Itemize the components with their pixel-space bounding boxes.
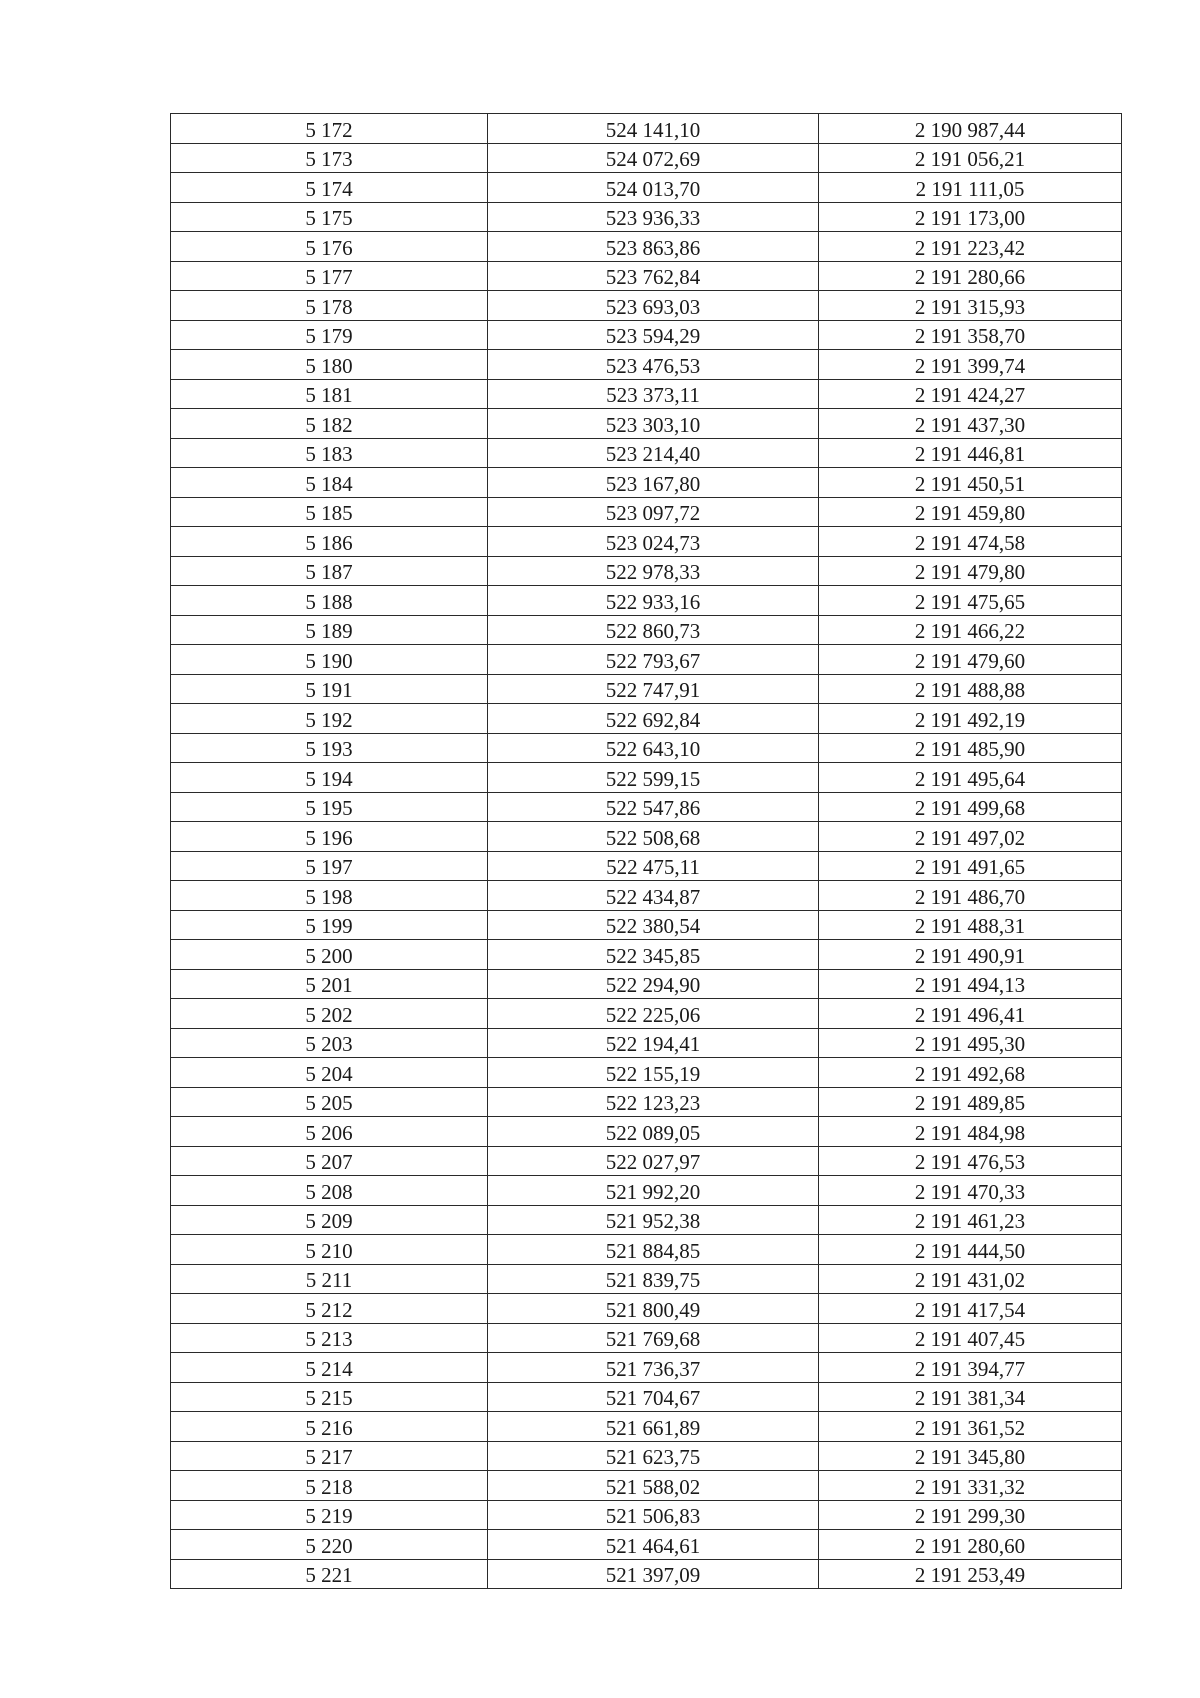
table-row [171,1058,1122,1088]
x-coordinate-cell: 523 594,29 [488,320,819,350]
point-number-cell: 5 212 [171,1294,488,1324]
point-number-cell: 5 174 [171,173,488,203]
x-coordinate-cell: 522 508,68 [488,822,819,852]
point-number-cell: 5 192 [171,704,488,734]
table-row [171,1382,1122,1412]
y-coordinate-cell: 2 191 470,33 [819,1176,1122,1206]
x-coordinate-cell: 523 024,73 [488,527,819,557]
table-row [171,940,1122,970]
x-coordinate-cell: 523 936,33 [488,202,819,232]
point-number-cell: 5 188 [171,586,488,616]
point-number-cell: 5 182 [171,409,488,439]
x-coordinate-cell: 522 978,33 [488,556,819,586]
table-row [171,1176,1122,1206]
table-row [171,1441,1122,1471]
y-coordinate-cell: 2 191 424,27 [819,379,1122,409]
y-coordinate-cell: 2 191 253,49 [819,1559,1122,1589]
table-row [171,468,1122,498]
point-number-cell: 5 194 [171,763,488,793]
table-row [171,409,1122,439]
y-coordinate-cell: 2 191 479,80 [819,556,1122,586]
x-coordinate-cell: 521 884,85 [488,1235,819,1265]
point-number-cell: 5 197 [171,851,488,881]
x-coordinate-cell: 522 692,84 [488,704,819,734]
x-coordinate-cell: 522 475,11 [488,851,819,881]
point-number-cell: 5 198 [171,881,488,911]
point-number-cell: 5 204 [171,1058,488,1088]
y-coordinate-cell: 2 191 315,93 [819,291,1122,321]
point-number-cell: 5 179 [171,320,488,350]
point-number-cell: 5 196 [171,822,488,852]
y-coordinate-cell: 2 191 111,05 [819,173,1122,203]
point-number-cell: 5 213 [171,1323,488,1353]
y-coordinate-cell: 2 191 489,85 [819,1087,1122,1117]
y-coordinate-cell: 2 191 486,70 [819,881,1122,911]
x-coordinate-cell: 522 089,05 [488,1117,819,1147]
x-coordinate-cell: 522 434,87 [488,881,819,911]
x-coordinate-cell: 522 793,67 [488,645,819,675]
point-number-cell: 5 202 [171,999,488,1029]
x-coordinate-cell: 521 506,83 [488,1500,819,1530]
x-coordinate-cell: 521 464,61 [488,1530,819,1560]
x-coordinate-cell: 523 863,86 [488,232,819,262]
point-number-cell: 5 190 [171,645,488,675]
point-number-cell: 5 201 [171,969,488,999]
y-coordinate-cell: 2 191 499,68 [819,792,1122,822]
table-row [171,851,1122,881]
x-coordinate-cell: 522 380,54 [488,910,819,940]
table-row [171,1471,1122,1501]
y-coordinate-cell: 2 191 173,00 [819,202,1122,232]
point-number-cell: 5 173 [171,143,488,173]
y-coordinate-cell: 2 191 485,90 [819,733,1122,763]
point-number-cell: 5 210 [171,1235,488,1265]
table-row [171,202,1122,232]
point-number-cell: 5 176 [171,232,488,262]
table-row [171,910,1122,940]
x-coordinate-cell: 523 167,80 [488,468,819,498]
point-number-cell: 5 215 [171,1382,488,1412]
x-coordinate-cell: 522 345,85 [488,940,819,970]
table-row [171,615,1122,645]
table-row [171,969,1122,999]
point-number-cell: 5 208 [171,1176,488,1206]
point-number-cell: 5 217 [171,1441,488,1471]
x-coordinate-cell: 524 072,69 [488,143,819,173]
y-coordinate-cell: 2 191 280,66 [819,261,1122,291]
point-number-cell: 5 218 [171,1471,488,1501]
table-row [171,733,1122,763]
table-row [171,497,1122,527]
table-row [171,438,1122,468]
x-coordinate-cell: 521 397,09 [488,1559,819,1589]
table-row [171,1412,1122,1442]
y-coordinate-cell: 2 191 299,30 [819,1500,1122,1530]
point-number-cell: 5 203 [171,1028,488,1058]
point-number-cell: 5 187 [171,556,488,586]
coordinates-table [170,113,1122,1589]
table-row [171,822,1122,852]
table-row [171,1087,1122,1117]
table-row [171,674,1122,704]
y-coordinate-cell: 2 191 461,23 [819,1205,1122,1235]
y-coordinate-cell: 2 191 488,88 [819,674,1122,704]
point-number-cell: 5 181 [171,379,488,409]
y-coordinate-cell: 2 191 474,58 [819,527,1122,557]
point-number-cell: 5 199 [171,910,488,940]
table-row [171,173,1122,203]
y-coordinate-cell: 2 190 987,44 [819,114,1122,144]
table-row [171,999,1122,1029]
x-coordinate-cell: 521 769,68 [488,1323,819,1353]
y-coordinate-cell: 2 191 450,51 [819,468,1122,498]
table-row [171,379,1122,409]
x-coordinate-cell: 522 643,10 [488,733,819,763]
y-coordinate-cell: 2 191 488,31 [819,910,1122,940]
y-coordinate-cell: 2 191 495,64 [819,763,1122,793]
x-coordinate-cell: 522 860,73 [488,615,819,645]
x-coordinate-cell: 523 214,40 [488,438,819,468]
x-coordinate-cell: 521 588,02 [488,1471,819,1501]
x-coordinate-cell: 522 123,23 [488,1087,819,1117]
table-row [171,556,1122,586]
y-coordinate-cell: 2 191 491,65 [819,851,1122,881]
point-number-cell: 5 207 [171,1146,488,1176]
table-row [171,1264,1122,1294]
table-row [171,1353,1122,1383]
y-coordinate-cell: 2 191 444,50 [819,1235,1122,1265]
y-coordinate-cell: 2 191 497,02 [819,822,1122,852]
y-coordinate-cell: 2 191 446,81 [819,438,1122,468]
y-coordinate-cell: 2 191 496,41 [819,999,1122,1029]
x-coordinate-cell: 521 839,75 [488,1264,819,1294]
x-coordinate-cell: 521 952,38 [488,1205,819,1235]
table-row [171,350,1122,380]
coordinates-table-body [171,114,1122,1589]
y-coordinate-cell: 2 191 492,19 [819,704,1122,734]
y-coordinate-cell: 2 191 399,74 [819,350,1122,380]
y-coordinate-cell: 2 191 056,21 [819,143,1122,173]
x-coordinate-cell: 523 762,84 [488,261,819,291]
y-coordinate-cell: 2 191 494,13 [819,969,1122,999]
x-coordinate-cell: 522 225,06 [488,999,819,1029]
table-row [171,1530,1122,1560]
table-row [171,586,1122,616]
table-row [171,114,1122,144]
point-number-cell: 5 189 [171,615,488,645]
table-row [171,527,1122,557]
y-coordinate-cell: 2 191 476,53 [819,1146,1122,1176]
table-row [171,1294,1122,1324]
y-coordinate-cell: 2 191 381,34 [819,1382,1122,1412]
x-coordinate-cell: 521 736,37 [488,1353,819,1383]
point-number-cell: 5 200 [171,940,488,970]
table-row [171,881,1122,911]
y-coordinate-cell: 2 191 331,32 [819,1471,1122,1501]
table-row [171,1323,1122,1353]
table-row [171,232,1122,262]
y-coordinate-cell: 2 191 358,70 [819,320,1122,350]
point-number-cell: 5 214 [171,1353,488,1383]
point-number-cell: 5 195 [171,792,488,822]
x-coordinate-cell: 521 704,67 [488,1382,819,1412]
x-coordinate-cell: 522 155,19 [488,1058,819,1088]
point-number-cell: 5 191 [171,674,488,704]
point-number-cell: 5 184 [171,468,488,498]
x-coordinate-cell: 522 747,91 [488,674,819,704]
table-row [171,1500,1122,1530]
x-coordinate-cell: 523 373,11 [488,379,819,409]
point-number-cell: 5 175 [171,202,488,232]
point-number-cell: 5 220 [171,1530,488,1560]
x-coordinate-cell: 524 013,70 [488,173,819,203]
y-coordinate-cell: 2 191 466,22 [819,615,1122,645]
table-row [171,320,1122,350]
y-coordinate-cell: 2 191 475,65 [819,586,1122,616]
table-row [171,1117,1122,1147]
x-coordinate-cell: 522 933,16 [488,586,819,616]
y-coordinate-cell: 2 191 280,60 [819,1530,1122,1560]
point-number-cell: 5 209 [171,1205,488,1235]
point-number-cell: 5 219 [171,1500,488,1530]
table-row [171,1559,1122,1589]
x-coordinate-cell: 522 294,90 [488,969,819,999]
table-row [171,763,1122,793]
table-row [171,1028,1122,1058]
point-number-cell: 5 180 [171,350,488,380]
point-number-cell: 5 205 [171,1087,488,1117]
x-coordinate-cell: 521 661,89 [488,1412,819,1442]
y-coordinate-cell: 2 191 437,30 [819,409,1122,439]
x-coordinate-cell: 523 303,10 [488,409,819,439]
point-number-cell: 5 221 [171,1559,488,1589]
point-number-cell: 5 177 [171,261,488,291]
point-number-cell: 5 183 [171,438,488,468]
y-coordinate-cell: 2 191 479,60 [819,645,1122,675]
x-coordinate-cell: 521 623,75 [488,1441,819,1471]
point-number-cell: 5 193 [171,733,488,763]
x-coordinate-cell: 523 097,72 [488,497,819,527]
y-coordinate-cell: 2 191 394,77 [819,1353,1122,1383]
x-coordinate-cell: 523 693,03 [488,291,819,321]
x-coordinate-cell: 522 599,15 [488,763,819,793]
table-row [171,143,1122,173]
table-row [171,291,1122,321]
x-coordinate-cell: 522 027,97 [488,1146,819,1176]
y-coordinate-cell: 2 191 431,02 [819,1264,1122,1294]
table-row [171,1235,1122,1265]
y-coordinate-cell: 2 191 492,68 [819,1058,1122,1088]
point-number-cell: 5 216 [171,1412,488,1442]
y-coordinate-cell: 2 191 223,42 [819,232,1122,262]
table-row [171,704,1122,734]
y-coordinate-cell: 2 191 459,80 [819,497,1122,527]
y-coordinate-cell: 2 191 484,98 [819,1117,1122,1147]
table-row [171,261,1122,291]
table-row [171,1146,1122,1176]
y-coordinate-cell: 2 191 407,45 [819,1323,1122,1353]
table-row [171,645,1122,675]
x-coordinate-cell: 524 141,10 [488,114,819,144]
x-coordinate-cell: 522 194,41 [488,1028,819,1058]
point-number-cell: 5 185 [171,497,488,527]
y-coordinate-cell: 2 191 490,91 [819,940,1122,970]
point-number-cell: 5 206 [171,1117,488,1147]
point-number-cell: 5 186 [171,527,488,557]
x-coordinate-cell: 521 992,20 [488,1176,819,1206]
x-coordinate-cell: 523 476,53 [488,350,819,380]
y-coordinate-cell: 2 191 495,30 [819,1028,1122,1058]
y-coordinate-cell: 2 191 345,80 [819,1441,1122,1471]
table-row [171,792,1122,822]
y-coordinate-cell: 2 191 361,52 [819,1412,1122,1442]
x-coordinate-cell: 521 800,49 [488,1294,819,1324]
table-row [171,1205,1122,1235]
x-coordinate-cell: 522 547,86 [488,792,819,822]
point-number-cell: 5 172 [171,114,488,144]
point-number-cell: 5 178 [171,291,488,321]
y-coordinate-cell: 2 191 417,54 [819,1294,1122,1324]
point-number-cell: 5 211 [171,1264,488,1294]
